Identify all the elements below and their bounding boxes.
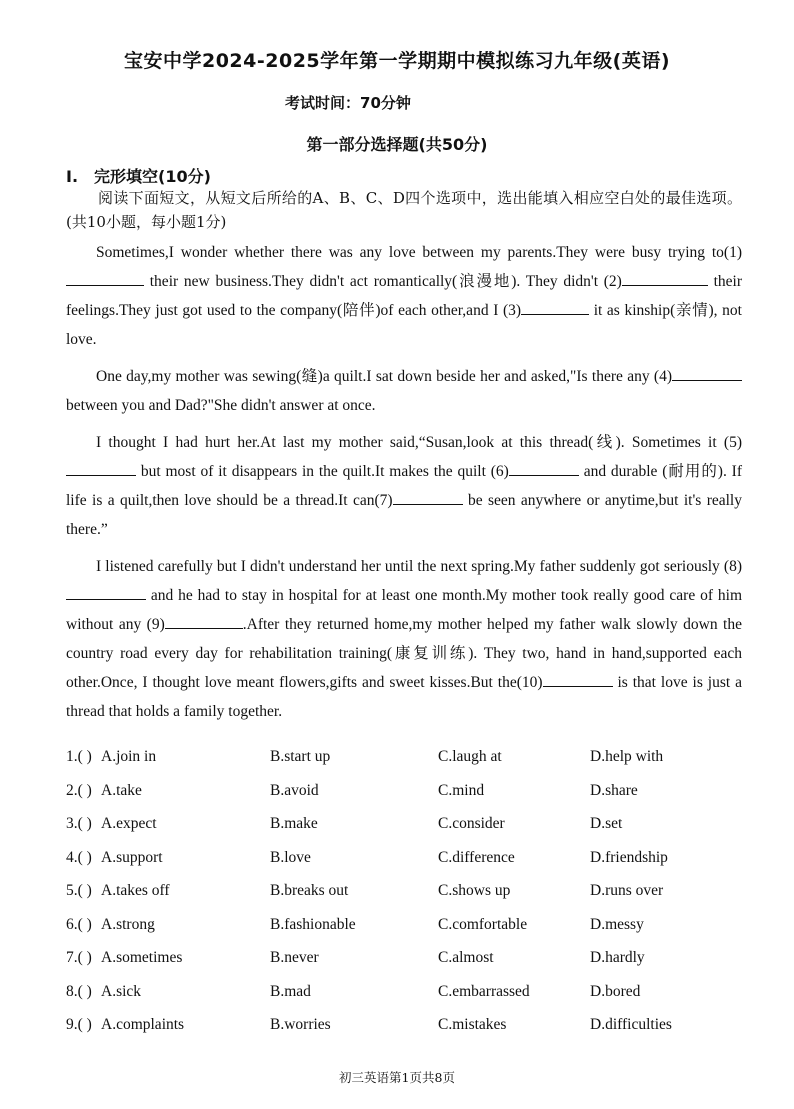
section-heading bbox=[66, 164, 211, 187]
option-c: C.difference bbox=[438, 848, 515, 866]
option-a: A.support bbox=[101, 848, 163, 866]
blank-6 bbox=[509, 458, 579, 476]
option-c: C.laugh at bbox=[438, 748, 502, 765]
option-d: D.help with bbox=[590, 748, 664, 765]
option-d: D.set bbox=[590, 815, 623, 832]
question-list bbox=[66, 744, 756, 1046]
option-c: C.consider bbox=[438, 815, 505, 832]
question-row bbox=[66, 1012, 756, 1046]
passage-paragraph: I thought I had hurt her.At last my mother said,“Susan,look at this thread(线). Sometimes it (5) but most of it disappears in the quilt.It makes the quilt (6) and durable (耐用的). If life is a quilt,then love should be a thread.It can(7) be seen anywhere or anytime,but it's really there.” bbox=[66, 434, 742, 538]
option-d: D.bored bbox=[590, 982, 641, 1000]
option-d: D.messy bbox=[590, 915, 644, 933]
option-d: D.share bbox=[590, 781, 638, 799]
cloze-passage bbox=[66, 238, 742, 734]
option-b: B.fashionable bbox=[270, 915, 356, 933]
option-b: B.make bbox=[270, 815, 318, 832]
question-row bbox=[66, 744, 756, 778]
question-number: 4.( ) bbox=[66, 848, 92, 866]
passage-paragraph: I listened carefully but I didn't understand her until the next spring.My father suddenly got seriously (8) and he had to stay in hospital for at least one month.My mother took really good care of him without any (9) .After they returned home,my mother helped my father walk slowly down the country road every day for rehabilitation training(康复训练). They two, hand in hand,supported each other.Once, I thought love meant flowers,gifts and sweet kisses.But the(10) is that love is just a thread that holds a family together. bbox=[66, 558, 742, 720]
option-c: C.mistakes bbox=[438, 1016, 507, 1033]
option-a: A.join in bbox=[101, 748, 157, 765]
section-instructions: 阅读下面短文，从短文后所给的A、B、C、D四个选项中，选出能填入相应空白处的最佳选项。(共10小题，每小题1分) bbox=[66, 189, 742, 231]
question-row bbox=[66, 878, 756, 912]
question-number: 2.( ) bbox=[66, 781, 92, 799]
exam-time: 考试时间：70分钟 bbox=[285, 94, 411, 112]
question-row bbox=[66, 912, 756, 946]
option-c: C.almost bbox=[438, 949, 494, 966]
option-c: C.comfortable bbox=[438, 915, 528, 933]
option-b: B.love bbox=[270, 848, 311, 866]
option-a: A.strong bbox=[101, 915, 155, 933]
option-d: D.hardly bbox=[590, 949, 645, 966]
option-a: A.expect bbox=[101, 815, 157, 832]
question-number: 7.( ) bbox=[66, 949, 92, 966]
page-title: 宝安中学2024-2025学年第一学期期中模拟练习九年级(英语) bbox=[123, 50, 671, 72]
blank-1 bbox=[66, 268, 144, 286]
question-number: 5.( ) bbox=[66, 882, 92, 899]
option-a: A.takes off bbox=[101, 882, 170, 899]
section-number: I. bbox=[66, 167, 79, 186]
question-row bbox=[66, 945, 756, 979]
passage-paragraph: Sometimes,I wonder whether there was any love between my parents.They were busy trying to(1) their new business.They didn't act romantically(浪漫地). They didn't (2) their feelings.They just got used to the company(陪伴)of each other,and I (3) it as kinship(亲情), not love. bbox=[66, 244, 743, 348]
option-a: A.take bbox=[101, 781, 142, 799]
option-b: B.breaks out bbox=[270, 882, 349, 899]
blank-2 bbox=[622, 268, 708, 286]
part-heading: 第一部分选择题(共50分) bbox=[306, 135, 488, 154]
blank-5 bbox=[66, 458, 136, 476]
page-footer: 初三英语第1页共8页 bbox=[339, 1070, 455, 1085]
passage-paragraph: One day,my mother was sewing(缝)a quilt.I sat down beside her and asked,"Is there any (4) between you and Dad?"She didn't answer at once. bbox=[66, 362, 742, 420]
question-number: 1.( ) bbox=[66, 748, 92, 765]
option-c: C.mind bbox=[438, 781, 485, 799]
blank-10 bbox=[543, 669, 613, 687]
question-number: 3.( ) bbox=[66, 815, 92, 832]
option-a: A.sick bbox=[101, 982, 142, 1000]
option-b: B.start up bbox=[270, 748, 331, 765]
option-b: B.mad bbox=[270, 982, 311, 1000]
option-b: B.avoid bbox=[270, 781, 319, 799]
question-number: 8.( ) bbox=[66, 982, 92, 1000]
blank-3 bbox=[521, 297, 589, 315]
question-row bbox=[66, 845, 756, 879]
blank-9 bbox=[165, 611, 243, 629]
option-b: B.never bbox=[270, 949, 319, 966]
question-row bbox=[66, 778, 756, 812]
option-c: C.embarrassed bbox=[438, 982, 530, 1000]
option-d: D.difficulties bbox=[590, 1016, 672, 1033]
option-a: A.sometimes bbox=[101, 949, 183, 966]
question-row bbox=[66, 811, 756, 845]
option-b: B.worries bbox=[270, 1016, 331, 1033]
option-a: A.complaints bbox=[101, 1016, 185, 1033]
option-d: D.friendship bbox=[590, 848, 668, 866]
blank-7 bbox=[393, 487, 463, 505]
section-title: 完形填空(10分) bbox=[94, 167, 211, 186]
blank-4 bbox=[672, 363, 742, 381]
question-number: 9.( ) bbox=[66, 1016, 92, 1033]
blank-8 bbox=[66, 582, 146, 600]
question-number: 6.( ) bbox=[66, 915, 92, 933]
question-row bbox=[66, 979, 756, 1013]
option-c: C.shows up bbox=[438, 882, 511, 899]
option-d: D.runs over bbox=[590, 882, 664, 899]
